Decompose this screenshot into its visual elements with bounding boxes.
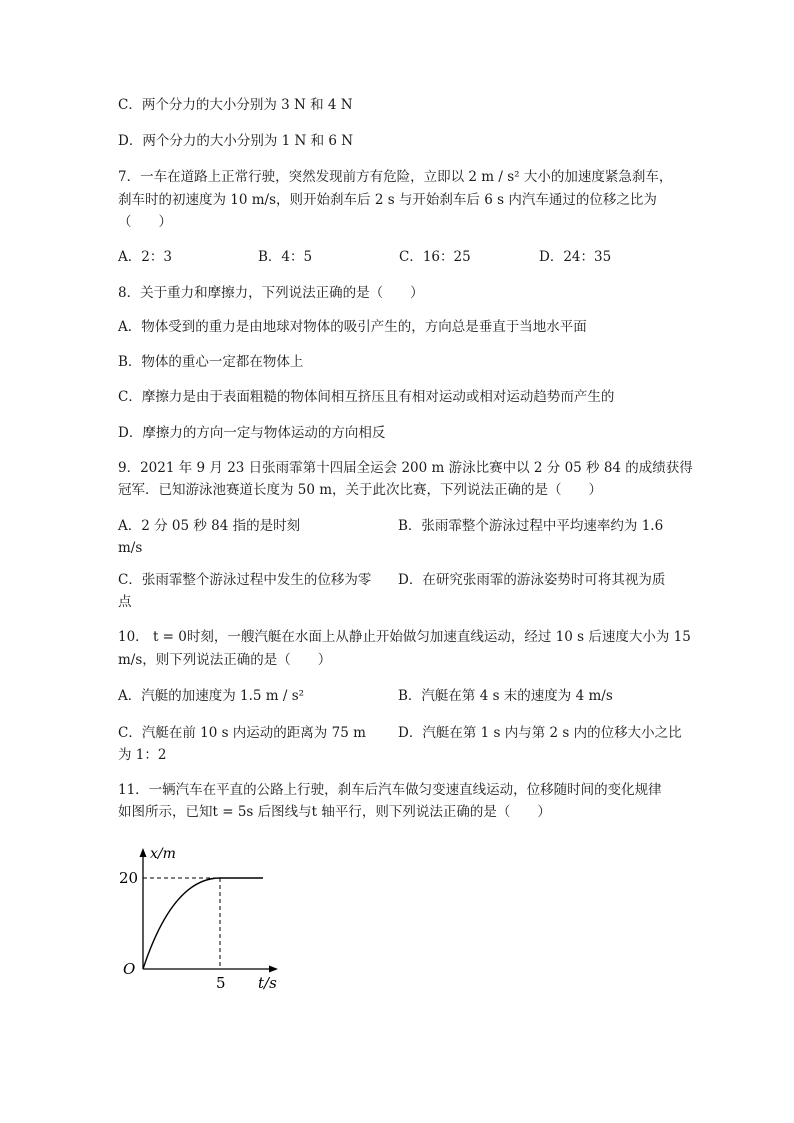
q7-stem-line-2: 刹车时的初速度为 10 m/s，则开始刹车后 2 s 与开始刹车后 6 s 内汽车通过的位移之比为: [118, 192, 657, 208]
q11-stem-line-2: 如图所示，已知t = 5s 后图线与t 轴平行，则下列说法正确的是（ ）: [118, 804, 551, 820]
q10-option-d: D．汽艇在第 1 s 内与第 2 s 内的位移大小之比: [398, 725, 682, 741]
q6-option-d: D．两个分力的大小分别为 1 N 和 6 N: [118, 133, 354, 149]
q9-option-b: B．张雨霏整个游泳过程中平均速率约为 1.6: [398, 518, 664, 534]
q7-option-b: B．4：5: [258, 249, 313, 265]
q9-option-d: D．在研究张雨霏的游泳姿势时可将其视为质: [398, 572, 666, 588]
q9-stem-line-1: 9．2021 年 9 月 23 日张雨霏第十四届全运会 200 m 游泳比赛中以 2 分 05 秒 84 的成绩获得: [118, 460, 693, 476]
q9-option-a: A．2 分 05 秒 84 指的是时刻: [118, 518, 301, 534]
q9-option-b-wrap: m/s: [118, 540, 143, 556]
q8-option-d: D．摩擦力的方向一定与物体运动的方向相反: [118, 425, 386, 441]
q7-stem-line-3: （ ）: [118, 214, 172, 230]
q8-option-b: B．物体的重心一定都在物体上: [118, 354, 304, 370]
q8-stem: 8．关于重力和摩擦力，下列说法正确的是（ ）: [118, 285, 424, 301]
displacement-curve: [143, 878, 220, 969]
x-axis-label: x/m: [150, 846, 176, 862]
displacement-time-graph: [118, 838, 288, 993]
q10-option-a: A．汽艇的加速度为 1.5 m / s²: [118, 688, 305, 704]
q9-option-d-wrap: 点: [118, 594, 132, 610]
x-axis-arrow: [140, 848, 147, 857]
q8-option-c: C．摩擦力是由于表面粗糙的物体间相互挤压且有相对运动或相对运动趋势而产生的: [118, 389, 615, 405]
q7-option-d: D．24：35: [539, 249, 612, 265]
t-axis-arrow: [269, 966, 278, 973]
q6-option-c: C．两个分力的大小分别为 3 N 和 4 N: [118, 97, 353, 113]
q10-option-c: C．汽艇在前 10 s 内运动的距离为 75 m: [118, 725, 366, 741]
q10-stem-line-2: m/s，则下列说法正确的是（ ）: [118, 652, 332, 668]
q7-stem-line-1: 7．一车在道路上正常行驶，突然发现前方有危险，立即以 2 m / s² 大小的加速度紧急刹车，: [118, 169, 673, 185]
y-tick-20: 20: [119, 869, 139, 887]
q8-option-a: A．物体受到的重力是由地球对物体的吸引产生的，方向总是垂直于当地水平面: [118, 319, 587, 335]
t-axis-label: t/s: [258, 974, 277, 992]
origin-label: O: [123, 960, 136, 978]
q9-option-c: C．张雨霏整个游泳过程中发生的位移为零: [118, 572, 372, 588]
q10-option-d-wrap: 为 1：2: [118, 747, 167, 763]
x-tick-5: 5: [216, 974, 226, 992]
q10-stem-line-1: 10． t = 0时刻，一艘汽艇在水面上从静止开始做匀加速直线运动，经过 10 s 后速度大小为 15: [118, 629, 691, 645]
q7-option-c: C．16：25: [399, 249, 471, 265]
q10-option-b: B．汽艇在第 4 s 末的速度为 4 m/s: [398, 688, 613, 704]
q11-stem-line-1: 11．一辆汽车在平直的公路上行驶，刹车后汽车做匀变速直线运动，位移随时间的变化规律: [118, 782, 662, 798]
q7-option-a: A．2：3: [118, 249, 172, 265]
q9-stem-line-2: 冠军．已知游泳池赛道长度为 50 m，关于此次比赛，下列说法正确的是（ ）: [118, 482, 603, 498]
